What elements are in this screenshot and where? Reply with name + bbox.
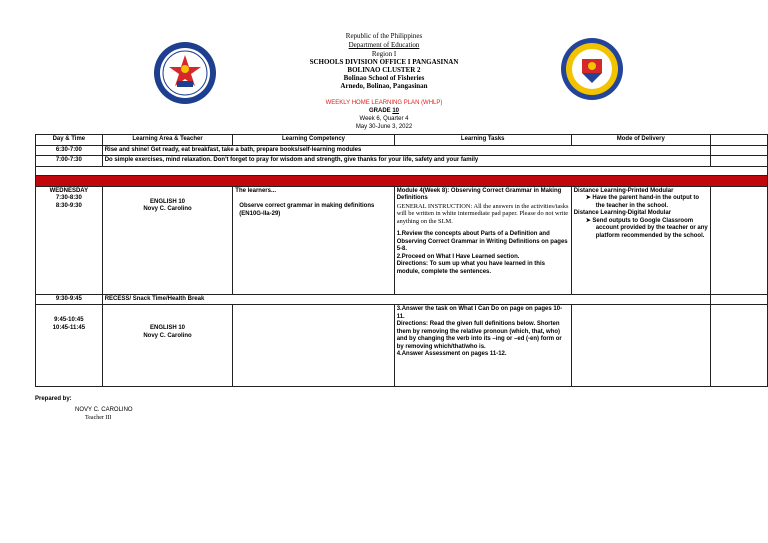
- competency-text: Observe correct grammar in making definitions: [239, 203, 375, 209]
- time-slot: 9:45-10:45: [54, 317, 84, 323]
- task-item: 3.Answer the task on What I Can Do on page on pages 10-11.: [396, 306, 563, 320]
- grade-label: GRADE: [368, 108, 391, 114]
- table-row: [36, 305, 768, 387]
- school-line: Bolinao School of Fisheries: [343, 74, 425, 82]
- preparer-name: NOVY C. CAROLINO: [75, 407, 133, 413]
- col-learning-area: Learning Area & Teacher: [102, 135, 233, 146]
- activity-cell: Rise and shine! Get ready, eat breakfast, take a bath, prepare books/self-learning modules: [102, 145, 710, 156]
- divider-row: [36, 175, 768, 186]
- teacher-name: Novy C. Carolino: [143, 332, 192, 339]
- learning-area: ENGLISH 10: [150, 325, 186, 331]
- republic-line: Republic of the Philippines: [345, 32, 423, 40]
- mode-digital: Distance Learning-Digital Modular: [573, 210, 672, 216]
- time-cell: 9:30-9:45: [36, 294, 103, 305]
- activity-cell: RECESS/ Snack Time/Health Break: [102, 294, 710, 305]
- competency-cell: [233, 186, 394, 294]
- mode-bullet: ➤ Send outputs to Google Classroom account provided by the teacher or any platform recommended by the school.: [585, 217, 708, 239]
- division-line: SCHOOLS DIVISION OFFICE I PANGASINAN: [309, 58, 459, 66]
- area-teacher-cell: [102, 186, 233, 294]
- task-item: 2.Proceed on What I Have Learned section.: [396, 253, 520, 260]
- department-line: Department of Education: [348, 41, 420, 49]
- time-slot: 10:45-11:45: [52, 324, 86, 331]
- time-slot: 7:30-8:30: [55, 195, 82, 201]
- area-teacher-cell: [102, 305, 233, 387]
- col-day-time: Day & Time: [36, 135, 103, 146]
- task-title: Module 4(Week 8): Observing Correct Grammar in Making Definitions: [396, 187, 562, 201]
- col-mode: Mode of Delivery: [571, 135, 710, 146]
- learning-plan-table: [35, 134, 768, 387]
- time-cell: 6:30-7:00: [36, 145, 103, 156]
- table-row: [36, 294, 768, 305]
- table-header-row: [36, 135, 768, 146]
- address-line: Arnedo, Bolinao, Pangasinan: [340, 82, 428, 90]
- teacher-name: Novy C. Carolino: [143, 206, 192, 212]
- prepared-by-label: Prepared by:: [35, 396, 72, 402]
- grade-value: 10: [392, 108, 400, 114]
- competency-code: (EN10G-IIa-29): [239, 210, 281, 217]
- col-tasks: Learning Tasks: [394, 135, 571, 146]
- col-competency: Learning Competency: [233, 135, 394, 146]
- task-item: 4.Answer Assessment on pages 11-12.: [396, 351, 507, 357]
- competency-intro: The learners...: [235, 187, 276, 194]
- table-row: [36, 145, 768, 156]
- table-row: [36, 186, 768, 294]
- week-line: Week 6, Quarter 4: [359, 116, 409, 122]
- learning-area: ENGLISH 10: [150, 198, 186, 205]
- activity-cell: Do simple exercises, mind relaxation. Don't forget to pray for wisdom and strength, give thanks for your life, safety and your family: [102, 156, 710, 167]
- tasks-cell: [394, 186, 571, 294]
- table-row: [36, 166, 768, 175]
- time-slot: 8:30-9:30: [55, 202, 82, 209]
- tasks-cell: [394, 305, 571, 387]
- plan-title: WEEKLY HOME LEARNING PLAN (WHLP): [325, 100, 443, 106]
- task-directions: Directions: To sum up what you have learned in this module, complete the sentences.: [396, 261, 545, 275]
- day-time-cell: [36, 186, 103, 294]
- arrow-bullet-icon: ➤: [585, 195, 593, 201]
- deped-seal-icon: [153, 41, 217, 105]
- sdo-pangasinan-seal-icon: [560, 37, 624, 101]
- mode-bullet: ➤ Have the parent hand-in the output to the teacher in the school.: [585, 195, 700, 209]
- cluster-line: BOLINAO CLUSTER 2: [347, 66, 421, 74]
- mode-cell: [571, 186, 710, 294]
- table-row: [36, 156, 768, 167]
- preparer-position: Teacher III: [85, 415, 112, 421]
- task-directions: Directions: Read the given full definitions below. Shorten them by removing the relative pronoun (which, that, who) and by changing the verb into its –ing or –ed (-en) form or by removing which/that/who is.: [396, 321, 562, 350]
- region-line: Region I: [371, 50, 397, 58]
- arrow-bullet-icon: ➤: [585, 217, 593, 224]
- dates-line: May 30-June 3, 2022: [355, 124, 413, 130]
- task-general-instruction: GENERAL INSTRUCTION: All the answers in the activities/tasks will be written in white intermediate pad paper. Please do not write anything on the SLM.: [396, 202, 569, 225]
- time-cell: 7:00-7:30: [36, 156, 103, 167]
- mode-printed: Distance Learning-Printed Modular: [573, 187, 674, 194]
- time-cell: [36, 305, 103, 387]
- task-item: 1.Review the concepts about Parts of a Definition and Observing Correct Grammar in Writing Definitions on pages 5-8.: [396, 231, 568, 252]
- day-label: WEDNESDAY: [49, 187, 89, 194]
